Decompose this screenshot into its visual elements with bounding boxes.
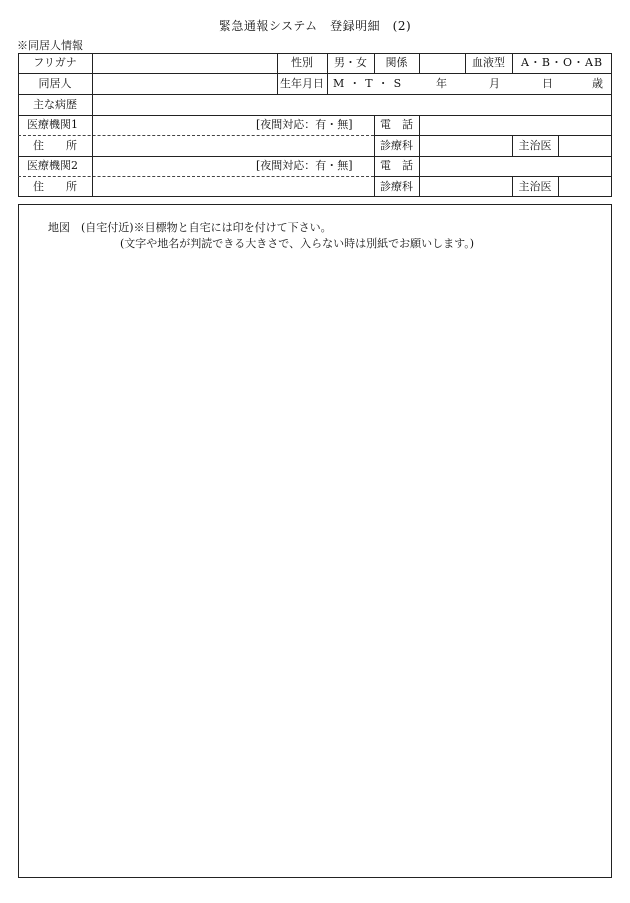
- month-label: 月: [489, 77, 500, 90]
- column-divider: [558, 135, 559, 156]
- age-label: 歳: [592, 77, 603, 90]
- map-instruction: 地図 (自宅付近)※目標物と自宅には印を付けて下さい。: [48, 221, 332, 234]
- page-title: 緊急通報システム 登録明細 (2): [218, 19, 412, 33]
- sex-options: 男・女: [334, 56, 367, 69]
- clinic1-doctor-label: 主治医: [518, 139, 552, 152]
- sex-label: 性別: [291, 56, 313, 69]
- column-divider: [419, 115, 420, 197]
- clinic1-phone-label: 電 話: [380, 118, 413, 131]
- birth-date-label: 生年月日: [280, 77, 324, 90]
- blood-type-label: 血液型: [472, 56, 505, 69]
- map-drawing-area: [18, 204, 612, 878]
- medical-history-label: 主な病歴: [33, 98, 77, 111]
- section-label: ※同居人情報: [17, 39, 83, 52]
- blood-type-options: A・B・O・AB: [520, 56, 604, 69]
- column-divider: [92, 53, 93, 197]
- furigana-label: フリガナ: [33, 56, 77, 69]
- clinic2-night-service: [夜間対応：有・無]: [256, 159, 353, 172]
- clinic1-department-label: 診療科: [380, 139, 413, 152]
- column-divider: [419, 53, 420, 73]
- column-divider: [558, 176, 559, 197]
- relation-label: 関係: [385, 56, 408, 69]
- day-label: 日: [542, 77, 553, 90]
- clinic1-night-service: [夜間対応：有・無]: [256, 118, 353, 131]
- clinic1-address-label: 住 所: [33, 139, 77, 152]
- clinic2-doctor-label: 主治医: [518, 180, 552, 193]
- clinic2-label: 医療機関2: [27, 159, 78, 172]
- map-note: (文字や地名が判読できる大きさで、入らない時は別紙でお願いします。): [120, 237, 474, 250]
- resident-label: 同居人: [38, 77, 72, 90]
- clinic2-phone-label: 電 話: [380, 159, 413, 172]
- clinic1-label: 医療機関1: [27, 118, 78, 131]
- era-options: M・T・S: [333, 77, 407, 90]
- clinic2-address-label: 住 所: [33, 180, 77, 193]
- year-label: 年: [436, 77, 447, 90]
- row-divider: [18, 94, 612, 95]
- clinic2-department-label: 診療科: [380, 180, 413, 193]
